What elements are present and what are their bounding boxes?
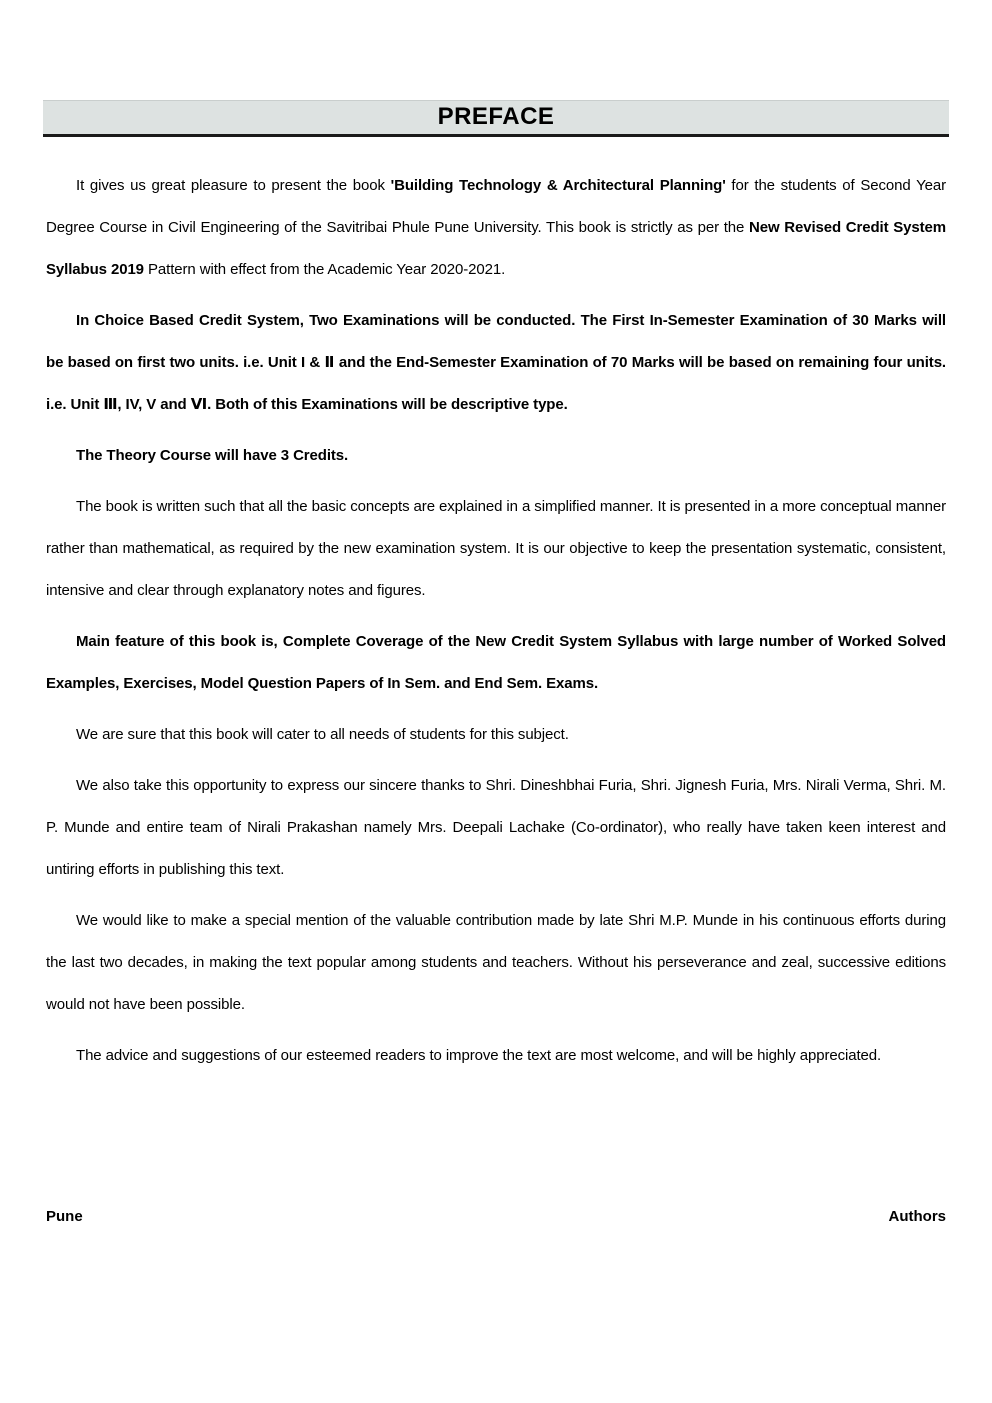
paragraph-text: Pattern with effect from the Academic Year 2020-2021. [143,261,506,278]
paragraph-text: We are sure that this book will cater to all needs of students for this subject. [76,726,569,743]
paragraph-text-bold: The Theory Course will have 3 Credits. [76,447,349,464]
preface-paragraph [46,714,946,756]
paragraph-text-bold: New Revised Credit System Syllabus 2019 [46,219,946,278]
paragraph-text: for the students of Second Year Degree Course in Civil Engineering of the Savitribai Phule Pune University. This book is strictly as per the [46,177,946,236]
paragraph-text: It gives us great pleasure to present the book [76,177,391,194]
paragraph-text: The book is written such that all the basic concepts are explained in a simplified manner. It is presented in a more conceptual manner rather than mathematical, as required by the new examination system. It is our objective to keep the presentation systematic, consistent, intensive and clear through explanatory notes and figures. [46,498,946,599]
paragraph-text: We would like to make a special mention of the valuable contribution made by late Shri M.P. Munde in his continuous efforts during the last two decades, in making the text popular among students and teachers. Without his perseverance and zeal, successive editions would not have been possible. [46,912,946,1013]
preface-paragraph [46,765,946,891]
footer-authors: Authors [888,1208,946,1225]
page-title: PREFACE [437,102,555,130]
paragraph-text-bold: In Choice Based Credit System, Two Examinations will be conducted. The First In-Semester Examination of 30 Marks will be based on first two units. i.e. Unit I & Ⅱ and the End-Semester Examination of 70 Marks will be based on remaining four units. i.e. Unit Ⅲ, IV, V and Ⅵ. Both of this Examinations will be descriptive type. [46,312,946,413]
footer-place: Pune [46,1208,83,1225]
paragraph-text: The advice and suggestions of our esteemed readers to improve the text are most welcome, and will be highly appreciated. [76,1047,882,1064]
paragraph-text-bold: 'Building Technology & Architectural Planning' [390,177,726,194]
preface-paragraph [46,1035,946,1077]
preface-paragraph [46,900,946,1026]
paragraph-text-bold: Main feature of this book is, Complete Coverage of the New Credit System Syllabus with large number of Worked Solved Examples, Exercises, Model Question Papers of In Sem. and End Sem. Exams. [46,633,946,692]
preface-footer [46,1208,946,1225]
preface-header-band [43,100,949,137]
preface-paragraph [46,486,946,612]
preface-paragraph [46,435,946,477]
preface-paragraph [46,621,946,705]
preface-paragraph [46,300,946,426]
preface-body [46,165,946,1077]
preface-paragraph [46,165,946,291]
paragraph-text: We also take this opportunity to express our sincere thanks to Shri. Dineshbhai Furia, Shri. Jignesh Furia, Mrs. Nirali Verma, Shri. M. P. Munde and entire team of Nirali Prakashan namely Mrs. Deepali Lachake (Co-ordinator), who really have taken keen interest and untiring efforts in publishing this text. [46,777,946,878]
